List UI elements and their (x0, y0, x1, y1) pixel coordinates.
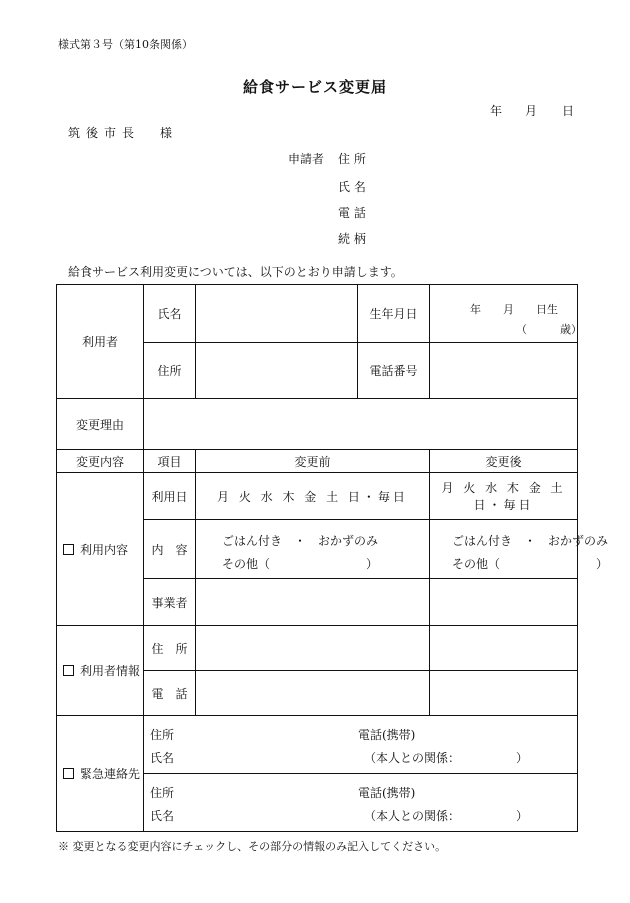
emergency-label: 緊急連絡先 (80, 767, 141, 781)
applicant-label: 申請者 (288, 152, 325, 166)
before-other: その他（ (222, 557, 271, 571)
emergency1-relation-close: ） (516, 751, 529, 765)
user-info-label: 利用者情報 (80, 664, 141, 678)
date-day-label: 日 (562, 104, 575, 118)
user-info-address-label: 住 所 (144, 626, 196, 671)
after-address-field[interactable] (430, 626, 578, 671)
change-form-table (56, 284, 609, 832)
user-info-cell (57, 626, 144, 716)
birthdate-field[interactable] (430, 285, 582, 343)
user-name-label: 氏名 (144, 285, 196, 343)
footnote: ※ 変更となる変更内容にチェックし、その部分の情報のみ記入してください。 (58, 840, 447, 853)
emergency-contact-1[interactable] (144, 716, 578, 774)
form-title: 給食サービス変更届 (242, 78, 387, 96)
before-phone-field[interactable] (196, 671, 430, 716)
user-address-field[interactable] (196, 343, 358, 399)
emergency2-relation-label: （本人との関係： (364, 809, 461, 823)
change-reason-field[interactable] (144, 399, 578, 450)
usage-content-checkbox[interactable] (63, 544, 74, 555)
usage-day-label: 利用日 (144, 473, 196, 520)
birthdate-value: 年 月 日生 (470, 303, 558, 316)
form-number: 様式第３号（第10条関係） (58, 38, 193, 51)
usage-meal-label: 内 容 (144, 520, 196, 579)
before-address-field[interactable] (196, 626, 430, 671)
change-reason-label: 変更理由 (57, 399, 144, 450)
user-phone-label: 電話番号 (358, 343, 430, 399)
usage-content-cell (57, 473, 144, 626)
user-phone-field[interactable] (430, 343, 578, 399)
emergency2-address-label: 住所 (150, 786, 175, 800)
item-header: 項目 (144, 450, 196, 473)
user-name-field[interactable] (196, 285, 358, 343)
emergency2-name-label: 氏名 (150, 809, 175, 823)
age-value: （ 歳） (516, 323, 582, 336)
before-header: 変更前 (196, 450, 430, 473)
date-year-label: 年 (490, 104, 503, 118)
change-content-header: 変更内容 (57, 450, 144, 473)
user-section-label: 利用者 (57, 285, 144, 399)
applicant-name-label: 氏 名 (338, 180, 366, 194)
emergency2-mobile-label: 電話(携帯) (358, 786, 416, 800)
provider-label: 事業者 (144, 579, 196, 626)
emergency-checkbox[interactable] (63, 768, 74, 779)
before-meal-field[interactable] (196, 520, 430, 579)
after-header: 変更後 (430, 450, 578, 473)
applicant-phone-label: 電 話 (338, 206, 366, 220)
after-meal-options: ごはん付き ・ おかずのみ (452, 534, 609, 548)
after-phone-field[interactable] (430, 671, 578, 716)
after-days-text: 月 火 水 木 金 土 日・毎日 (441, 481, 566, 512)
before-provider-field[interactable] (196, 579, 430, 626)
before-days[interactable] (196, 473, 430, 520)
emergency2-relation-close: ） (516, 809, 529, 823)
emergency1-address-label: 住所 (150, 728, 175, 742)
before-days-text: 月 火 水 木 金 土 日・毎日 (217, 489, 408, 504)
addressee: 筑後市長 (68, 126, 141, 140)
addressee-honorific: 様 (160, 126, 173, 140)
after-days[interactable] (430, 473, 578, 520)
date-month-label: 月 (525, 104, 538, 118)
usage-content-label: 利用内容 (80, 542, 129, 557)
before-other-close: ） (366, 557, 379, 571)
applicant-address-label: 住 所 (338, 152, 366, 166)
after-provider-field[interactable] (430, 579, 578, 626)
after-other: その他（ (452, 557, 501, 571)
emergency-contact-2[interactable] (144, 774, 578, 832)
applicant-relation-label: 続 柄 (338, 232, 366, 246)
after-other-close: ） (596, 557, 609, 571)
before-meal-options: ごはん付き ・ おかずのみ (222, 534, 379, 548)
emergency-cell (57, 716, 144, 832)
user-info-checkbox[interactable] (63, 665, 74, 676)
emergency1-mobile-label: 電話(携帯) (358, 728, 416, 742)
emergency1-relation-label: （本人との関係： (364, 751, 461, 765)
intro-text: 給食サービス利用変更については、以下のとおり申請します。 (68, 265, 403, 279)
user-info-phone-label: 電 話 (144, 671, 196, 716)
birthdate-label: 生年月日 (358, 285, 430, 343)
emergency1-name-label: 氏名 (150, 751, 175, 765)
user-address-label: 住所 (144, 343, 196, 399)
after-meal-field[interactable] (430, 520, 609, 579)
